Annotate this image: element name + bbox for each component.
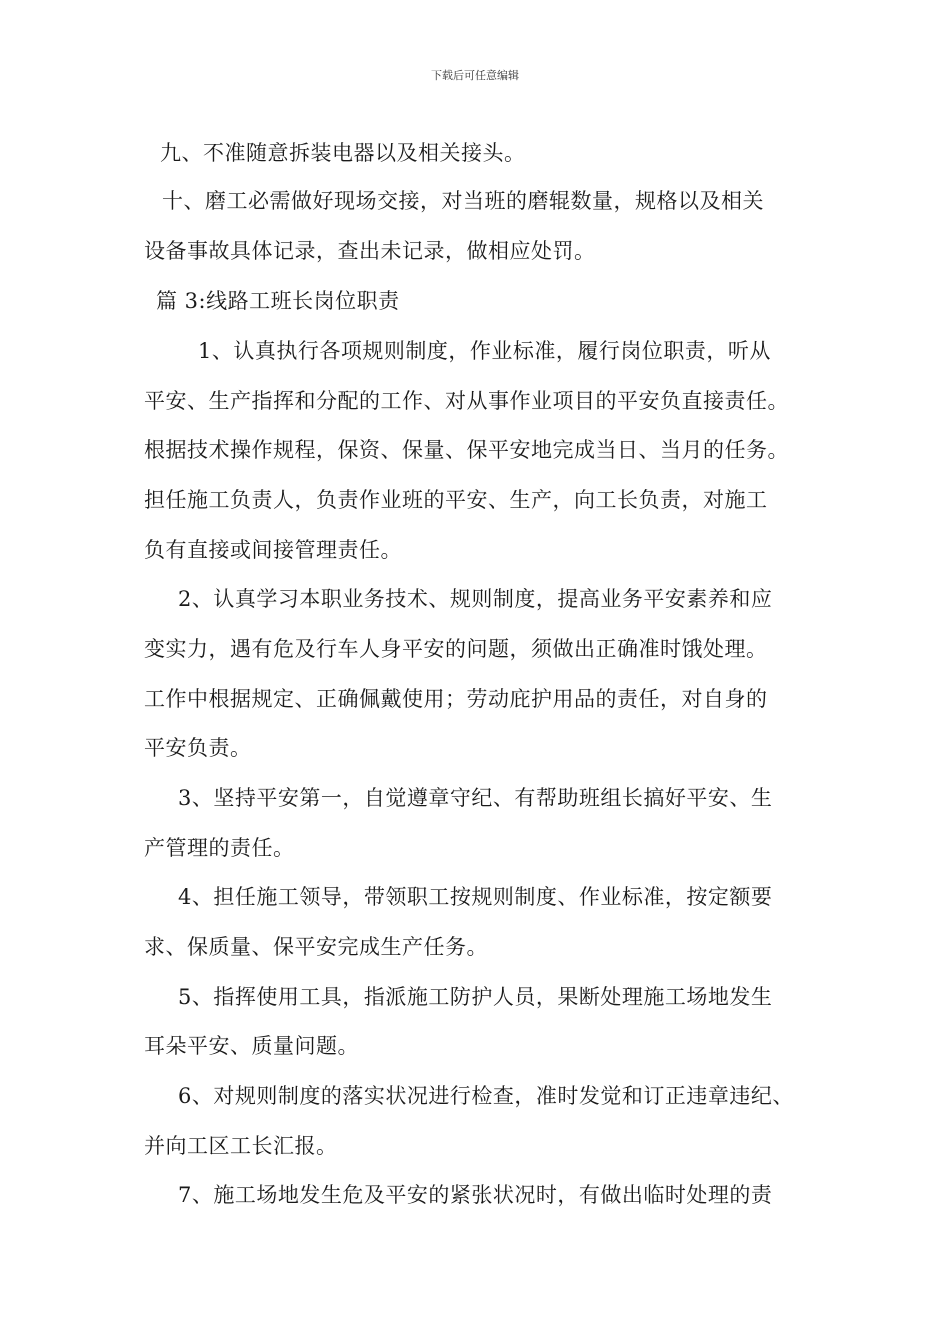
paragraph-line: 设备事故具体记录，查出未记录，做相应处罚。 [144,239,596,263]
paragraph-line: 4、担任施工领导，带领职工按规则制度、作业标准，按定额要 [178,885,773,909]
paragraph-line: 7、施工场地发生危及平安的紧张状况时，有做出临时处理的责 [178,1183,773,1207]
paragraph-line: 平安负责。 [144,736,252,760]
paragraph-line: 根据技术操作规程，保资、保量、保平安地完成当日、当月的任务。 [144,438,789,462]
paragraph-line: 十、磨工必需做好现场交接，对当班的磨辊数量，规格以及相关 [162,189,764,213]
page-header: 下载后可任意编辑 [431,69,519,82]
paragraph-line: 负有直接或间接管理责任。 [144,538,402,562]
paragraph-line: 1、认真执行各项规则制度，作业标准，履行岗位职责，听从 [198,339,771,363]
paragraph-line: 平安、生产指挥和分配的工作、对从事作业项目的平安负直接责任。 [144,389,789,413]
paragraph-line: 工作中根据规定、正确佩戴使用；劳动庇护用品的责任，对自身的 [144,687,768,711]
paragraph-line: 并向工区工长汇报。 [144,1134,338,1158]
paragraph-line: 6、对规则制度的落实状况进行检查，准时发觉和订正违章违纪、 [178,1084,794,1108]
section-heading: 篇 3:线路工班长岗位职责 [156,289,400,313]
paragraph-line: 求、保质量、保平安完成生产任务。 [144,935,488,959]
paragraph-line: 5、指挥使用工具，指派施工防护人员，果断处理施工场地发生 [178,985,773,1009]
paragraph-line: 耳朵平安、质量问题。 [144,1034,359,1058]
paragraph-line: 变实力，遇有危及行车人身平安的问题，须做出正确准时饿处理。 [144,637,768,661]
paragraph-line: 3、坚持平安第一，自觉遵章守纪、有帮助班组长搞好平安、生 [178,786,773,810]
paragraph-line: 九、不准随意拆装电器以及相关接头。 [160,141,526,165]
paragraph-line: 2、认真学习本职业务技术、规则制度，提高业务平安素养和应 [178,587,773,611]
paragraph-line: 产管理的责任。 [144,836,295,860]
paragraph-line: 担任施工负责人，负责作业班的平安、生产，向工长负责，对施工 [144,488,768,512]
